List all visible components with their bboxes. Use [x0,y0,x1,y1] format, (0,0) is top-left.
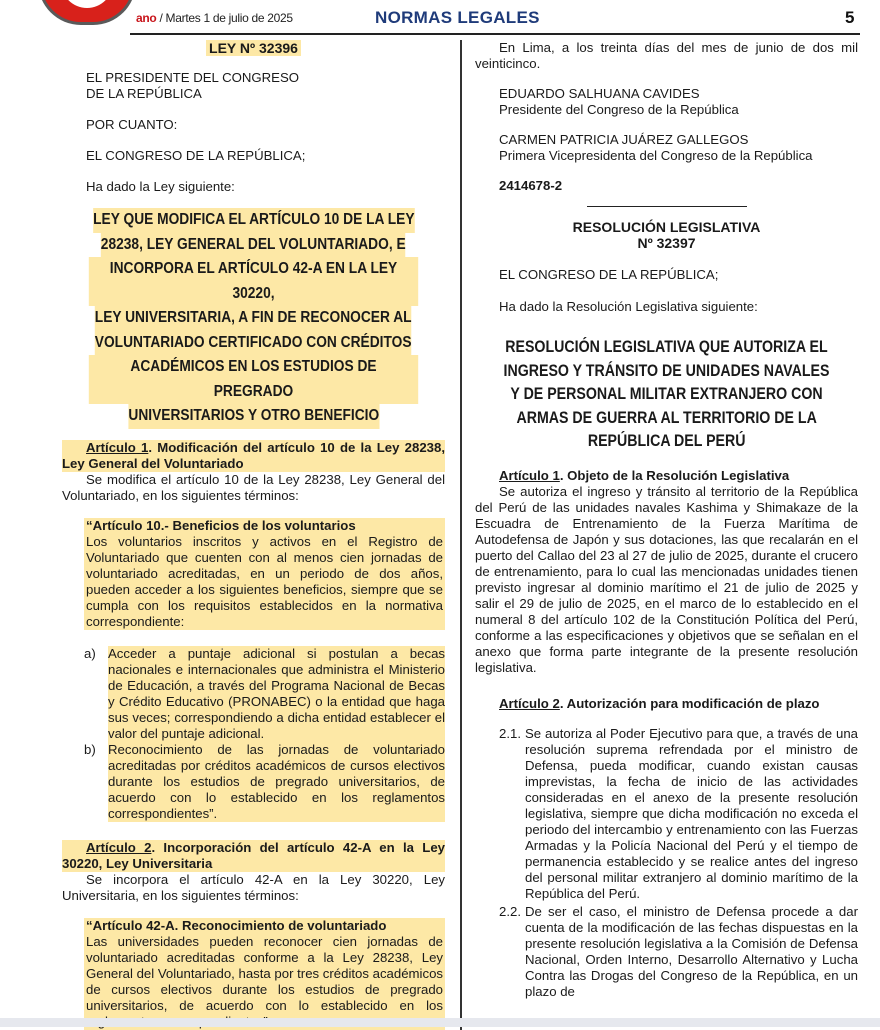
rl-article-1-heading: Artículo 1. Objeto de la Resolución Legislativa [499,467,790,483]
list-item-a: a) Acceder a puntaje adicional si postulan a becas nacionales e internacionales que administra el Ministerio de Educación, a través del Programa Nacional de Becas y Crédito Educativo (PRONABEC) o la entidad que haga sus veces; correspondiendo a dicha entidad establecer el valor del puntaje adicional. [84,645,445,741]
separator-rule [587,206,747,207]
signatory-1-name: EDUARDO SALHUANA CAVIDES [499,86,700,101]
rl-heading: RESOLUCIÓN LEGISLATIVA [572,219,761,235]
lima-line: En Lima, a los treinta días del mes de junio de dos mil veinticinco. [475,40,858,71]
resolution-title: RESOLUCIÓN LEGISLATIVA QUE AUTORIZA EL INGRESO Y TRÁNSITO DE UNIDADES NAVALES Y DE PERSONAL MILITAR EXTRANJERO CON ARMAS DE GUERRA AL TERRITORIO DE LA REPÚBLICA DEL PERÚ [503,338,830,450]
list-item-b: b) Reconocimiento de las jornadas de voluntariado acreditadas por créditos académicos de cursos electivos durante los estudios de pregrado universitarios, de acuerdo con lo establecido en los reglamentos correspondientes”. [84,741,445,821]
rl-item-2-2: 2.2. De ser el caso, el ministro de Defensa procede a dar cuenta de la modificación de las fechas dispuestas en la presente resolución legislativa a la Comisión de Defensa Nacional, Orden Interno, Desarrollo Alternativo y Lucha Contra las Drogas del Congreso de la República, en un plazo de [499,903,858,999]
article-42a-block [84,918,445,1030]
law-number: LEY Nº 32396 [206,40,301,56]
por-cuanto: POR CUANTO: [86,117,178,132]
article-10-heading: “Artículo 10.- Beneficios de los voluntarios [86,517,356,533]
article-2-text: Se incorpora el artículo 42-A en la Ley 30220, Ley Universitaria, en los siguientes términos: [62,871,445,903]
page-number: 5 [845,8,855,27]
article-1-heading: Artículo 1. Modificación del artículo 10 de la Ley 28238, Ley General del Voluntariado [62,439,445,471]
congreso-line: EL CONGRESO DE LA REPÚBLICA; [86,148,306,163]
republica-line: DE LA REPÚBLICA [86,86,202,101]
article-42a-heading: “Artículo 42-A. Reconocimiento de voluntariado [86,917,387,933]
column-divider [460,40,462,1030]
rl-item-2-1: 2.1. Se autoriza al Poder Ejecutivo para que, a través de una resolución suprema refrendada por el ministro de Defensa, pueda modificar, cuando existan causas imprevistas, la fecha de inicio de las actividades consideradas en el anexo de la presente resolución legislativa, siempre que dicha modificación no exceda el periodo del intercambio y entrenamiento con las Fuerzas Armadas y la Policía Nacional del Perú y el tiempo de permanencia establecido y se realice antes del ingreso del personal militar extranjero al dominio marítimo de la República del Perú. [499,725,858,901]
article-10-block [84,518,445,630]
article-42a-text: Las universidades pueden reconocer cien jornadas de voluntariado acreditadas conforme a la Ley 28238, Ley General del Voluntariado, hasta por tres créditos académicos de cursos electivos durante los estudios de pregrado universitarios, de acuerdo con lo establecido en los [86,933,443,1013]
signatory-2-name: CARMEN PATRICIA JUÁREZ GALLEGOS [499,132,749,147]
rl-article-2-heading: Artículo 2. Autorización para modificación de plazo [499,695,820,711]
article-1-text: Se modifica el artículo 10 de la Ley 28238, Ley General del Voluntariado, en los siguientes términos: [62,471,445,503]
rl-article-1-text: Se autoriza el ingreso y tránsito al territorio de la República del Perú de las unidades navales Kashima y Shimakaze de la Escuadra de Entrenamiento de la Fuerza Marítima de Autodefensa de Japón y sus dotaciones, las que recalarán en el puerto del Callao del 23 al 27 de julio de 2025, durante el crucero de entrenamiento, para lo cual las mencionadas unidades tienen previsto ingresar al dominio marítimo el 21 de julio de 2025 y salir el 29 de julio de 2025, en el marco de lo establecido en el numeral 8 del artículo 102 de la Constitución Política del Perú, conforme a las especificaciones y objetivos que se señalan en el anexo que forma parte integrante de la presente resolución legislativa. [475,483,858,675]
rl-ha-dado-line: Ha dado la Resolución Legislativa siguiente: [499,299,758,314]
left-column [62,40,445,1030]
header-date: ano / Martes 1 de julio de 2025 [136,11,293,25]
bottom-scroll-shadow [0,1018,880,1027]
article-2-heading: Artículo 2. Incorporación del artículo 42-A en la Ley 30220, Ley Universitaria [62,839,445,871]
presidente-line: EL PRESIDENTE DEL CONGRESO [86,70,300,85]
law-title: LEY QUE MODIFICA EL ARTÍCULO 10 DE LA LEY 28238, LEY GENERAL DEL VOLUNTARIADO, E INCORPORA EL ARTÍCULO 42-A EN LA LEY 30220, LEY UNIVERSITARIA, A FIN DE RECONOCER AL VOLUNTARIADO CERTIFICADO CON CRÉDITOS ACADÉMICOS EN LOS ESTUDIOS DE PREGRADO UNIVERSITARIOS Y OTRO BENEFICIO [62,208,445,429]
ha-dado-line: Ha dado la Ley siguiente: [86,179,235,194]
newspaper-logo [38,0,136,25]
header-rule [130,33,860,35]
right-column [475,40,858,1000]
rl-number: Nº 32397 [637,235,696,251]
rl-congreso-line: EL CONGRESO DE LA REPÚBLICA; [499,267,719,282]
section-title: NORMAS LEGALES [375,8,540,27]
document-code: 2414678-2 [499,178,563,193]
article-10-text: Los voluntarios inscritos y activos en el Registro de Voluntariado que cuenten con al menos cien jornadas de voluntariado acreditadas, en un periodo de dos años, pueden acceder a los siguientes beneficios, siempre que se cumpla con los requisitos establecidos en la normativa correspondiente: [86,533,443,629]
signatory-2-role: Primera Vicepresidenta del Congreso de la República [499,148,813,163]
signatory-1-role: Presidente del Congreso de la República [499,102,739,117]
